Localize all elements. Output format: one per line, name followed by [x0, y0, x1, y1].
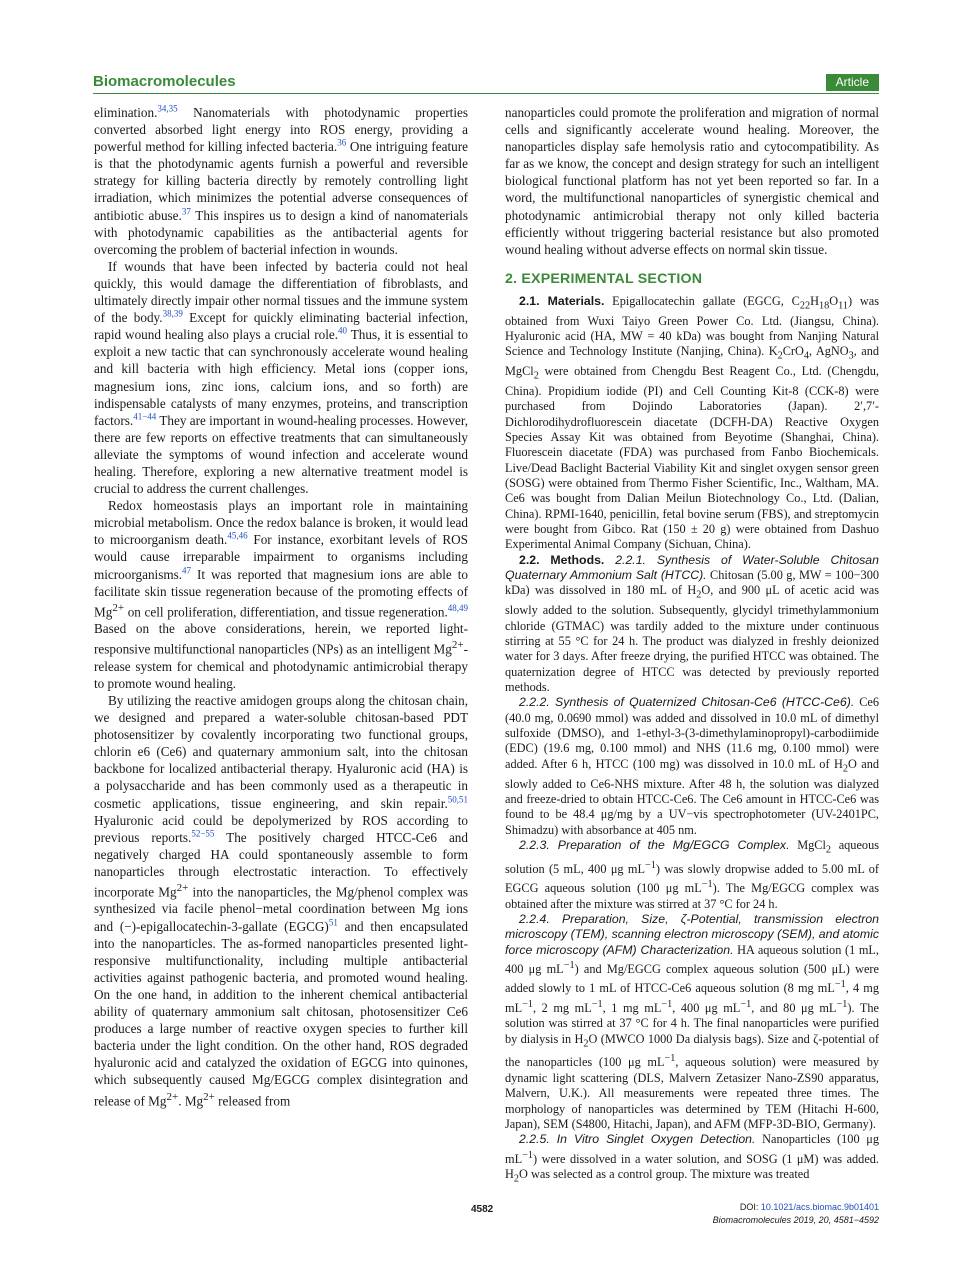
text-run: Hyaluronic acid could be depolymerized by ROS according to previous reports.	[94, 812, 468, 845]
text-run: O	[829, 293, 839, 308]
subscript: 18	[818, 300, 830, 312]
text-run: ). The solution was stirred at 37 °C for 4 h. The final nanoparticles were purified by dialysis in H	[505, 1000, 879, 1046]
text-run: Chitosan (5.00 g, MW = 100−300 kDa) was dissolved in 180 mL of H	[505, 568, 879, 598]
text-run: . Mg	[178, 1092, 204, 1108]
paragraph-chitosan-design	[94, 692, 468, 1109]
text-run: The positively charged HTCC-Ce6 and negatively charged HA could spontaneously assemble to form nanoparticles through electrostatic interaction. To effectively incorporate Mg	[94, 829, 468, 900]
subscript: 2	[777, 350, 783, 362]
subsubsection-heading-mg-egcg: 2.2.3. Preparation of the Mg/EGCG Complex.	[519, 837, 790, 852]
subscript: 2	[696, 589, 702, 601]
citation-ref[interactable]: 38,39	[162, 308, 183, 319]
text-run: ) and Mg/EGCG complex aqueous solution (500 μL) were added slowly to 1 mL of HTCC-Ce6 aqueous solution (8 mg mL	[505, 962, 879, 996]
superscript: −1	[661, 998, 673, 1010]
subsubsection-heading-htcc: 2.2.1. Synthesis of Water-Soluble Chitosan Quaternary Ammonium Salt (HTCC).	[505, 552, 879, 583]
page-number: 4582	[471, 1204, 494, 1215]
text-run: , 2 mg mL	[532, 1000, 592, 1015]
journal-citation: Biomacromolecules 2019, 20, 4581−4592	[712, 1215, 879, 1225]
subscript: 4	[803, 350, 810, 362]
page-footer	[93, 1200, 879, 1240]
doi-line	[740, 1202, 879, 1212]
text-run: O and slowly added to Ce6-NHS mixture. After 48 h, the solution was dialyzed and freeze-dried to obtain HTCC-Ce6. The Ce6 amount in HTCC-Ce6 was found to be 48.4 μg/mg by a UV−vis spectrophotometer (UV-2401PC, Shimadzu) with absorbance at 405 nm.	[505, 756, 879, 837]
superscript: −1	[664, 1053, 676, 1065]
text-run: For instance, exorbitant levels of ROS would cause irreparable impairment to organisms including microorganisms.	[94, 532, 469, 582]
subscript: 2	[825, 844, 832, 856]
subsection-heading-methods: 2.2. Methods.	[519, 552, 605, 567]
text-run: O was selected as a control group. The mixture was treated	[519, 1166, 810, 1181]
subscript: 2	[533, 370, 539, 382]
citation-ref[interactable]: 52−55	[191, 828, 215, 839]
text-run: O, and 900 μL of acetic acid was slowly added to the solution. Subsequently, glycidyl trimethylammonium chloride (GTMAC) was tardily added to the mixture under continuous stirring at 55 °C for 24 h. The product was dialyzed in freshly deionized water for 3 days. After freeze drying, the purified HTCC was obtained. The quaternization degree of HTCC was detected by previously reported methods.	[505, 583, 879, 694]
text-run: ) was obtained from Wuxi Taiyo Green Power Co. Ltd. (Jiangsu, China). Hyaluronic acid (HA, MW = 40 kDa) was bought from Nanjing Natural Science and Technology Institute (Nanjing, China). K	[505, 293, 879, 359]
text-run: , aqueous solution) were measured by dynamic light scattering (DLS, Malvern Zetasizer Nano-ZS90 apparatus, Malvern, U.K.). All measurements were repeated three times. The morphology of nanoparticles was determined by TEM (Hitachi H-600, Japan), SEM (S4800, Hitachi, Japan), and AFM (MFP-3D-BIO, Germany).	[505, 1055, 879, 1131]
paragraph-wound-healing	[94, 258, 468, 497]
text-run: , 1 mg mL	[602, 1000, 662, 1015]
text-run: This inspires us to design a kind of nanomaterials with photodynamic capabilities as the antibacterial agents for overcoming the problem of bacterial infection in wounds.	[94, 207, 468, 257]
superscript: 2+	[451, 639, 464, 652]
citation-ref[interactable]: 50,51	[447, 794, 468, 805]
text-run: elimination.	[94, 105, 158, 120]
subscript: 11	[838, 300, 848, 312]
right-column	[505, 104, 879, 1187]
text-run: O (MWCO 1000 Da dialysis bags). Size and ζ-potential of the nanoparticles (100 μg mL	[505, 1031, 879, 1070]
subscript: 2	[842, 763, 848, 775]
subscript: 2	[583, 1038, 589, 1050]
text-run: on cell proliferation, differentiation, and tissue regeneration.	[124, 604, 448, 620]
article-type-badge: Article	[826, 74, 879, 91]
citation-ref[interactable]: 37	[181, 206, 191, 217]
superscript: 2+	[176, 882, 189, 894]
subscript: 3	[848, 350, 854, 362]
text-run: ). The Mg/EGCG complex was obtained after the mixture was stirred at 37 °C for 24 h.	[505, 881, 879, 911]
superscript: −1	[740, 998, 752, 1010]
superscript: 2+	[166, 1090, 179, 1103]
page-header	[93, 70, 879, 94]
citation-ref[interactable]: 48,49	[447, 602, 468, 613]
text-run: CrO	[782, 344, 804, 359]
text-run: and then encapsulated into the nanoparticles. The as-formed nanoparticles presented light-responsive multifunctionality, including multiple antibacterial activities against pathogenic bacteria, and promoted wound healing. On the one hand, in addition to the inherent chemical antibacterial ability of quaternary ammonium salt chitosan, photosensitizer Ce6 produces a large number of reactive oxygen species to further kill bacteria under the light condition. On the other hand, ROS degraded hyaluronic acid and catalyzed the oxidation of EGCG into quinones, which subsequently caused Mg/EGCG complex disintegration and release of Mg	[94, 918, 468, 1108]
text-run: Except for quickly eliminating bacterial infection, rapid wound healing also plays a crucial role.	[94, 310, 468, 343]
text-run: were obtained from Chengdu Best Reagent Co., Ltd. (Chengdu, China). Propidium iodide (PI) and Cell Counting Kit-8 (CCK-8) were purchased from Dojindo Laboratories (Japan). 2′,7′-Dichlorodihydrofluorescein diacetate (DCFH-DA) Reactive Oxygen Species Assay Kit was obtained from Beyotime (Shanghai, China). Fluorescein diacetate (FDA) was purchased from Fanbo Biochemicals. Live/Dead Baclight Bacterial Viability Kit and singlet oxygen sensor green (SOSG) were obtained from Thermo Fisher Scientific, Inc., Waltham, MA. Ce6 was bought from Dalian Meilun Biotechnology Co., Ltd. (Dalian, China). RPMI-1640, penicillin, fetal bovine serum (FBS), and streptomycin were bought from Gibco. Rat (150 ± 20 g) were obtained from Dashuo Experimental Animal Company (Sichuan, China).	[505, 364, 879, 552]
paragraph-materials	[505, 294, 879, 553]
paragraph-redox-homeostasis	[94, 497, 468, 692]
text-run: If wounds that have been infected by bacteria could not heal quickly, this would damage the differentiation of fibroblasts, and ultimately directly impair other normal tissues and the immune system of the body.	[94, 258, 468, 326]
superscript: −1	[522, 998, 533, 1010]
paragraph-methods-characterization	[505, 912, 879, 1132]
doi-label: DOI:	[739, 1202, 761, 1212]
text-run: Redox homeostasis plays an important role in maintaining microbial metabolism. Once the redox balance is broken, it would lead to microorganism death.	[94, 498, 468, 548]
paragraph-methods-htcc-ce6	[505, 695, 879, 838]
citation-ref[interactable]: 34,35	[157, 103, 178, 114]
text-run: It was reported that magnesium ions are able to facilitate skin tissue regeneration because of the promoting effects of Mg	[94, 566, 468, 620]
superscript: −1	[836, 998, 848, 1010]
superscript: −1	[591, 998, 603, 1010]
text-run: released from	[214, 1092, 291, 1108]
subsubsection-heading-characterization: 2.2.4. Preparation, Size, ζ-Potential, transmission electron microscopy (TEM), scanning electron microscopy (SEM), and atomic force microscopy (AFM) Characterization.	[505, 911, 879, 957]
section-heading-experimental: 2. EXPERIMENTAL SECTION	[505, 270, 703, 287]
paragraph-intro-conclusion: nanoparticles could promote the proliferation and migration of normal cells and significantly accelerate wound healing. Moreover, the nanoparticles display safe hemolysis ratio and cytocompatibility. As far as we know, the concept and design strategy for such an intelligent biological functional platform has not yet been reported so far. In a word, the multifunctional nanoparticles of synergistic chemical and photodynamic antimicrobial therapy not only killed bacteria efficiently without triggering bacterial resistance but also promoted wound healing without adverse effects on normal skin tissue.	[505, 105, 879, 257]
citation-ref[interactable]: 41−44	[133, 411, 157, 422]
text-run: Ce6 (40.0 mg, 0.0690 mmol) was added and dissolved in 10.0 mL of dimethyl sulfoxide (DMSO), and 1-ethyl-3-(3-dimethylaminopropyl)-carbodiimide (EDC) (19.6 mg, 0.100 mmol) and NHS (11.6 mg, 0.100 mmol) were added. After 6 h, HTCC (100 mg) was dissolved in 10.0 mL of H	[505, 695, 879, 771]
superscript: −1	[644, 859, 656, 871]
text-run: -release system for chemical and photodynamic antimicrobial therapy to promote wound healing.	[94, 641, 468, 691]
text-run: One intriguing feature is that the photodynamic agents furnish a powerful and reversible strategy for killing bacteria directly by remotely controlling light irradiation, which minimizes the potential adverse consequences of antibiotic abuse.	[94, 139, 469, 223]
text-run: Epigallocatechin gallate (EGCG, C	[604, 293, 800, 308]
text-run: , and MgCl	[505, 344, 879, 379]
citation-ref[interactable]: 51	[328, 917, 338, 928]
paragraph-methods-singlet-oxygen	[505, 1132, 879, 1187]
text-run: , 4 mg mL	[505, 981, 879, 1015]
superscript: 2+	[112, 601, 125, 614]
text-run: They are important in wound-healing processes. However, there are few reports on effective treatments that can simultaneously alleviate the symptoms of wound infection and accelerate wound healing. Therefore, exploring a new alternative treatment model is crucial to address the current challenges.	[94, 412, 468, 497]
header-rule	[93, 93, 879, 94]
text-run: Based on the above considerations, herein, we reported light-responsive multifunctional nanoparticles (NPs) as an intelligent Mg	[94, 621, 468, 657]
citation-ref[interactable]: 47	[182, 565, 192, 576]
text-run: , AgNO	[809, 344, 849, 359]
text-run: into the nanoparticles, the Mg/phenol complex was synthesized via facile phenol−metal coordination between Mg ions and (−)-epigallocatechin-3-gallate (EGCG)	[94, 884, 468, 934]
superscript: −1	[522, 1149, 533, 1161]
superscript: −1	[701, 879, 713, 891]
text-run: H	[810, 293, 819, 308]
journal-name: Biomacromolecules	[93, 73, 236, 90]
text-run: , and 80 μg mL	[751, 1000, 837, 1015]
doi-link[interactable]: 10.1021/acs.biomac.9b01401	[760, 1202, 879, 1212]
paragraph-methods-htcc	[505, 553, 879, 696]
text-run: MgCl	[789, 837, 826, 852]
citation-ref[interactable]: 40	[338, 325, 348, 336]
superscript: 2+	[203, 1090, 215, 1103]
superscript: −1	[834, 979, 846, 991]
subscript: 2	[513, 1173, 520, 1185]
superscript: −1	[563, 959, 575, 971]
text-run: aqueous solution (5 mL, 400 μg mL	[505, 837, 879, 876]
text-run: ) were dissolved in a water solution, and SOSG (1 μM) was added. H	[505, 1151, 879, 1181]
text-run: HA aqueous solution (1 mL, 400 μg mL	[505, 942, 879, 977]
subsection-heading-materials: 2.1. Materials.	[519, 293, 605, 308]
subscript: 22	[799, 300, 811, 312]
paragraph-methods-mg-egcg	[505, 838, 879, 912]
text-run: Thus, it is essential to exploit a new tactic that can synchronously accelerate wound healing and kill bacteria with high efficiency. Metal ions (copper ions, magnesium ions, zinc ions, calcium ions, and so forth) are indispensable catalysts of many enzymes, proteins, and transcription factors.	[94, 327, 468, 428]
text-run: By utilizing the reactive amidogen groups along the chitosan chain, we designed and prepared a water-soluble chitosan-based PDT photosensitizer by covalently incorporating two functional groups, chlorin e6 (Ce6) and quaternary ammonium salt, into the chitosan backbone for localized antibacterial therapy. Hyaluronic acid (HA) is a polysaccharide and has been commonly used as a therapeutic in cosmetic applications, tissue engineering, and skin repair.	[94, 692, 468, 811]
left-column	[94, 104, 468, 1109]
subsubsection-heading-htcc-ce6: 2.2.2. Synthesis of Quaternized Chitosan-Ce6 (HTCC-Ce6).	[519, 695, 855, 710]
citation-ref[interactable]: 45,46	[227, 530, 248, 541]
text-run: Nanomaterials with photodynamic properties converted absorbed light energy into ROS energy, providing a powerful method for killing infected bacteria.	[94, 105, 468, 155]
citation-ref[interactable]: 36	[337, 137, 347, 148]
paragraph-intro-photodynamic	[94, 104, 468, 258]
text-run: , 400 μg mL	[672, 1000, 741, 1015]
text-run: Nanoparticles (100 μg mL	[505, 1132, 880, 1166]
text-run: ) was slowly dropwise added to 5.00 mL of EGCG aqueous solution (100 μg mL	[505, 861, 879, 896]
subsubsection-heading-singlet-oxygen: 2.2.5. In Vitro Singlet Oxygen Detection.	[519, 1132, 756, 1147]
